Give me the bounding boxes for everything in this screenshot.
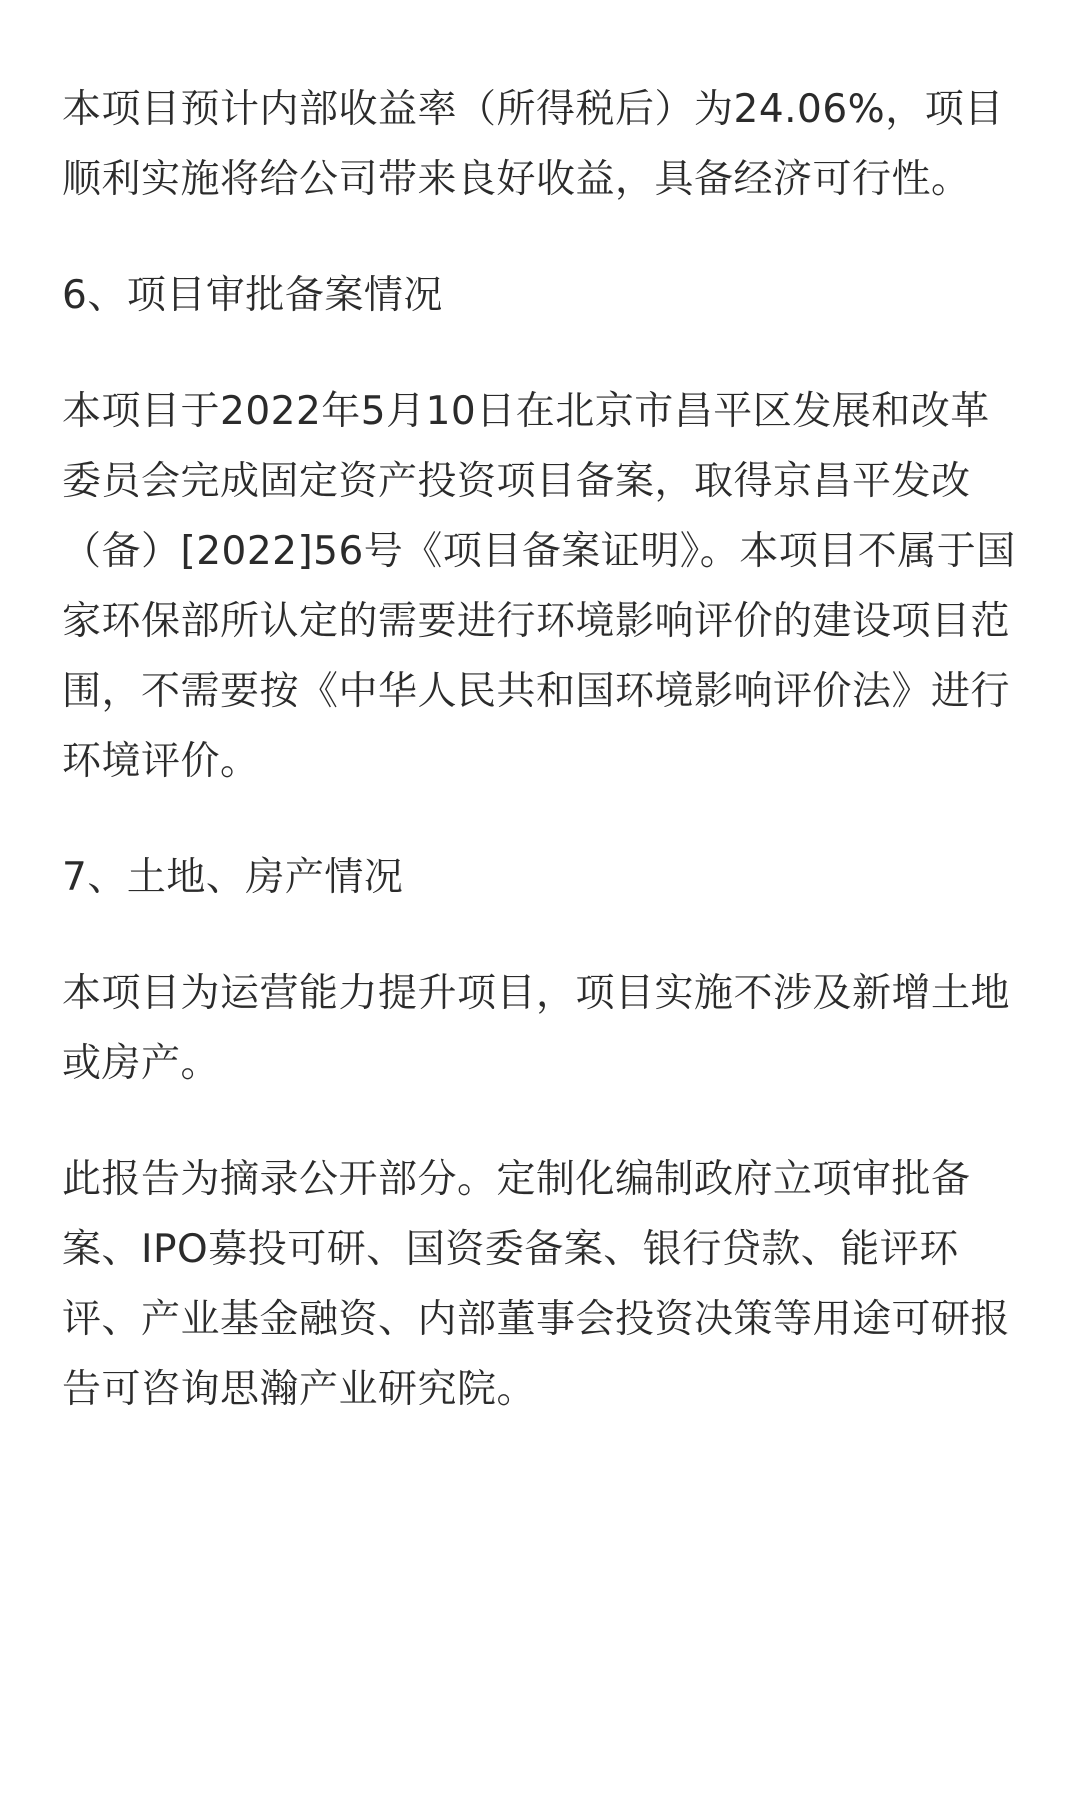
- paragraph-approval: 本项目于2022年5月10日在北京市昌平区发展和改革委员会完成固定资产投资项目备案，取得京昌平发改（备）[2022]56号《项目备案证明》。本项目不属于国家环保部所认定的需要进行环境影响评价的建设项目范围，不需要按《中华人民共和国环境影响评价法》进行环境评价。: [62, 389, 1016, 784]
- paragraph-irr: 本项目预计内部收益率（所得税后）为24.06%，项目顺利实施将给公司带来良好收益，具备经济可行性。: [62, 87, 1004, 202]
- paragraph-notice: 此报告为摘录公开部分。定制化编制政府立项审批备案、IPO募投可研、国资委备案、银行贷款、能评环评、产业基金融资、内部董事会投资决策等用途可研报告可咨询思瀚产业研究院。: [62, 1157, 1011, 1412]
- paragraph-land: 本项目为运营能力提升项目，项目实施不涉及新增土地或房产。: [62, 971, 1011, 1086]
- section-heading-land: 7、土地、房产情况: [62, 855, 404, 900]
- section-heading-approval: 6、项目审批备案情况: [62, 273, 443, 318]
